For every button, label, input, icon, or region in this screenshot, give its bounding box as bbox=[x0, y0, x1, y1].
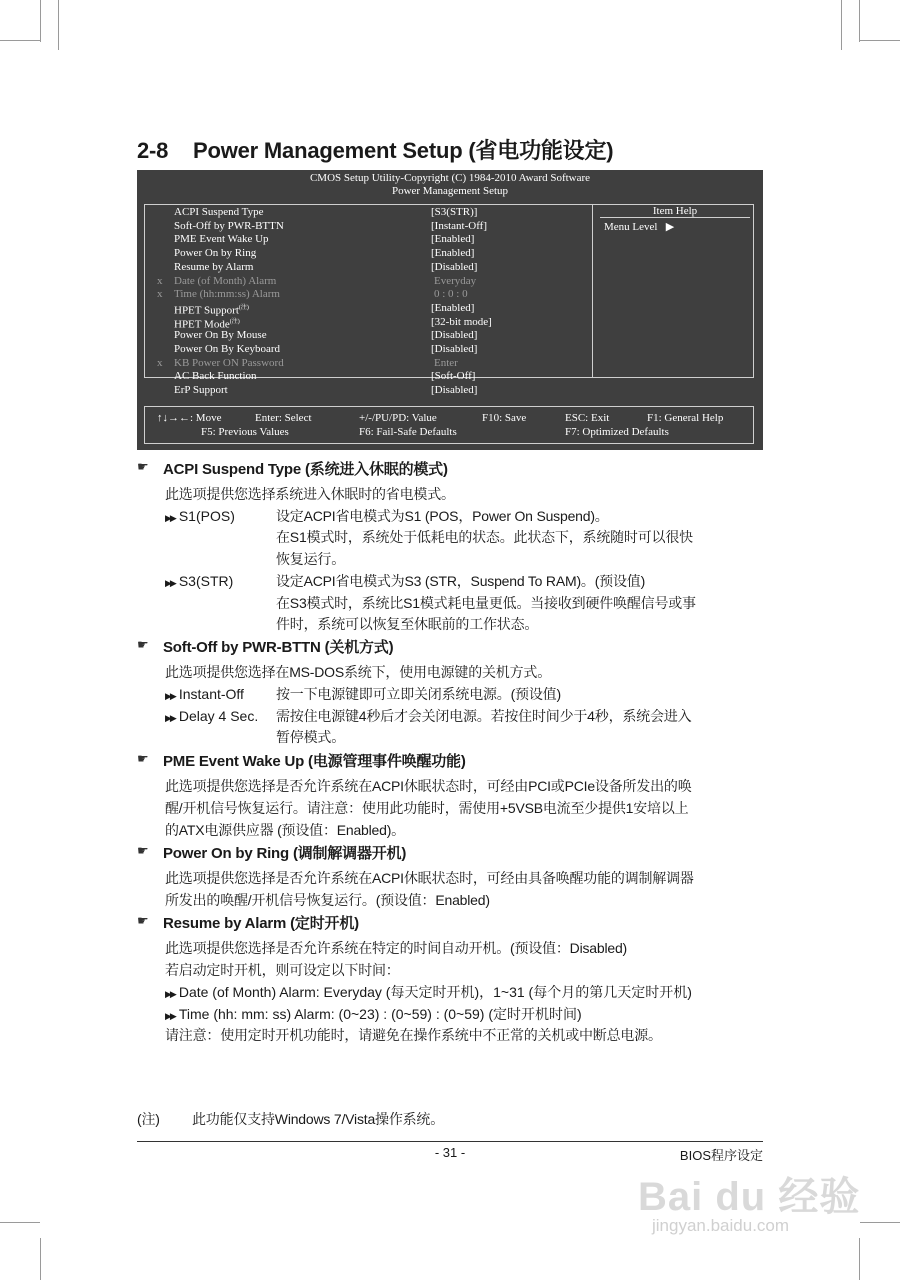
menu-level-label: Menu Level bbox=[604, 221, 658, 233]
watermark-url: jingyan.baidu.com bbox=[652, 1216, 790, 1235]
option-s3-label: S3(STR) bbox=[178, 573, 234, 589]
item-help-underline bbox=[600, 217, 750, 218]
crop-mark bbox=[40, 1238, 41, 1280]
bios-setting-value[interactable]: [Disabled] bbox=[431, 260, 478, 273]
bios-setting-label bbox=[174, 370, 257, 384]
option-instant-off bbox=[165, 684, 244, 707]
crop-mark bbox=[860, 40, 900, 41]
key-optimized: F7: Optimized Defaults bbox=[565, 426, 669, 438]
menu-level bbox=[604, 220, 674, 233]
bios-setting-value: 0 : 0 : 0 bbox=[434, 288, 468, 301]
bios-setting-value[interactable]: [S3(STR)] bbox=[431, 206, 478, 218]
bios-setting-label bbox=[174, 261, 253, 275]
s1-line2: 在S1模式时，系统处于低耗电的状态。此状态下，系统随时可以很快 bbox=[276, 529, 693, 545]
double-arrow-icon: ▶▶ bbox=[165, 578, 175, 588]
double-arrow-icon: ▶▶ bbox=[165, 691, 175, 701]
double-arrow-icon: ▶▶ bbox=[165, 513, 175, 523]
key-save: F10: Save bbox=[482, 412, 527, 424]
menu-level-arrow-icon: ▶ bbox=[665, 221, 675, 233]
bios-setting-value[interactable]: [Instant-Off] bbox=[431, 219, 487, 232]
option-delay-4-sec bbox=[165, 706, 258, 729]
footer-rule bbox=[137, 1141, 763, 1142]
bios-setting-row bbox=[137, 357, 592, 371]
alarm-time-bullet bbox=[165, 1004, 582, 1027]
watermark-logo: Bai du 经验 bbox=[638, 1175, 861, 1219]
alarm-line2: 若启动定时开机，则可设定以下时间： bbox=[165, 962, 400, 978]
option-instant-off-label: Instant-Off bbox=[178, 686, 244, 702]
bios-menu-title: Power Management Setup bbox=[391, 185, 509, 197]
bios-setting-row bbox=[137, 275, 592, 289]
bios-setting-value[interactable]: [32-bit mode] bbox=[431, 315, 492, 328]
section-heading: Power Management Setup (省电功能设定) bbox=[193, 138, 614, 163]
bios-copyright: CMOS Setup Utility-Copyright (C) 1984-2010 Award Software bbox=[309, 172, 591, 184]
double-arrow-icon: ▶▶ bbox=[165, 713, 175, 723]
bios-setting-label-text: Time (hh:mm:ss) Alarm bbox=[174, 288, 280, 301]
key-enter: Enter: Select bbox=[255, 412, 312, 424]
bios-setting-row[interactable] bbox=[137, 316, 592, 330]
bios-setting-value[interactable]: [Enabled] bbox=[431, 247, 475, 260]
option-s1 bbox=[165, 506, 235, 529]
bios-header bbox=[137, 170, 763, 198]
s3-line1: 设定ACPI省电模式为S3 (STR，Suspend To RAM)。(预设值) bbox=[276, 573, 646, 589]
bios-setting-row[interactable] bbox=[137, 206, 592, 220]
bios-setting-row[interactable] bbox=[137, 220, 592, 234]
s3-line3: 件时，系统可以恢复至休眠前的工作状态。 bbox=[276, 616, 539, 632]
bios-setting-value[interactable]: [Disabled] bbox=[431, 384, 478, 397]
option-delay-4-sec-label: Delay 4 Sec. bbox=[178, 708, 259, 724]
bios-setting-label bbox=[174, 357, 284, 371]
bios-setting-row[interactable] bbox=[137, 329, 592, 343]
bios-setting-value: Enter bbox=[434, 356, 458, 369]
bios-setting-value[interactable]: [Enabled] bbox=[431, 233, 475, 246]
bios-setting-row[interactable] bbox=[137, 261, 592, 275]
bios-setting-label-text: Date (of Month) Alarm bbox=[174, 274, 277, 287]
key-move: ↑↓→←: Move bbox=[157, 412, 222, 424]
note-label: (注) bbox=[137, 1111, 160, 1127]
crop-mark bbox=[841, 0, 842, 50]
bios-setting-label bbox=[174, 247, 256, 261]
bios-setting-label-text: KB Power ON Password bbox=[174, 356, 284, 369]
bios-setting-row[interactable] bbox=[137, 370, 592, 384]
bios-setting-row[interactable] bbox=[137, 343, 592, 357]
pointing-hand-icon: ☛ bbox=[137, 637, 149, 652]
note-text: 此功能仅支持Windows 7/Vista操作系统。 bbox=[192, 1111, 445, 1127]
bios-setting-value[interactable]: [Disabled] bbox=[431, 343, 478, 355]
bios-setting-label-text: HPET Support bbox=[174, 304, 239, 317]
delay-line1: 需按住电源键4秒后才会关闭电源。若按住时间少于4秒，系统会进入 bbox=[276, 708, 692, 724]
ring-line2: 所发出的唤醒/开机信号恢复运行。(预设值：Enabled) bbox=[165, 892, 490, 908]
crop-mark bbox=[859, 0, 860, 42]
bios-setting-value: Everyday bbox=[434, 274, 477, 287]
heading-soft-off: Soft-Off by PWR-BTTN (关机方式) bbox=[163, 639, 394, 656]
pme-line2: 醒/开机信号恢复运行。请注意：使用此功能时，需使用+5VSB电流至少提供1安培以上 bbox=[165, 800, 689, 816]
bios-setting-label-text: HPET Mode bbox=[174, 318, 230, 331]
heading-power-on-ring: Power On by Ring (调制解调器开机) bbox=[163, 845, 407, 862]
alarm-date-bullet bbox=[165, 982, 692, 1005]
double-arrow-icon: ▶▶ bbox=[165, 989, 175, 999]
double-arrow-icon: ▶▶ bbox=[165, 1011, 175, 1021]
bios-setting-row[interactable] bbox=[137, 384, 592, 398]
bios-setting-label bbox=[174, 329, 267, 343]
bios-setting-label-text: Power On By Keyboard bbox=[174, 343, 281, 355]
s3-line2: 在S3模式时，系统比S1模式耗电量更低。当接收到硬件唤醒信号或事 bbox=[276, 595, 696, 611]
bios-setting-label-text: Power On by Ring bbox=[174, 247, 257, 260]
option-s1-label: S1(POS) bbox=[178, 508, 235, 524]
section-title bbox=[137, 134, 613, 165]
alarm-time-text: Time (hh: mm: ss) Alarm: (0~23) : (0~59) : (0~59) (定时开机时间) bbox=[178, 1006, 582, 1022]
crop-mark bbox=[40, 0, 41, 42]
bios-setting-row[interactable] bbox=[137, 247, 592, 261]
instant-off-line1: 按一下电源键即可立即关闭系统电源。(预设值) bbox=[276, 686, 561, 702]
disabled-marker: x bbox=[157, 274, 163, 287]
bios-setting-label-text: Resume by Alarm bbox=[174, 260, 254, 273]
bios-setting-row[interactable] bbox=[137, 302, 592, 316]
pointing-hand-icon: ☛ bbox=[137, 459, 149, 474]
footnote-marker: (注) bbox=[238, 304, 249, 311]
pme-line3: 的ATX电源供应器 (预设值：Enabled)。 bbox=[165, 822, 405, 838]
key-help: F1: General Help bbox=[647, 412, 724, 424]
crop-mark bbox=[860, 1222, 900, 1223]
key-previous: F5: Previous Values bbox=[201, 426, 289, 438]
acpi-description: 此选项提供您选择系统进入休眠时的省电模式。 bbox=[165, 486, 455, 502]
bios-setting-label bbox=[174, 206, 263, 220]
alarm-date-text: Date (of Month) Alarm: Everyday (每天定时开机)，1~31 (每个月的第几天定时开机) bbox=[178, 984, 692, 1000]
bios-setting-value[interactable]: [Soft-Off] bbox=[431, 370, 476, 383]
bios-setting-row bbox=[137, 288, 592, 302]
ring-line1: 此选项提供您选择是否允许系统在ACPI休眠状态时，可经由具备唤醒功能的调制解调器 bbox=[165, 870, 694, 886]
disabled-marker: x bbox=[157, 288, 163, 301]
pointing-hand-icon: ☛ bbox=[137, 913, 149, 928]
crop-mark bbox=[859, 1238, 860, 1280]
s1-line1: 设定ACPI省电模式为S1 (POS，Power On Suspend)。 bbox=[276, 508, 609, 524]
bios-footer-frame bbox=[144, 406, 754, 444]
bios-setting-label-text: PME Event Wake Up bbox=[174, 233, 269, 246]
softoff-description: 此选项提供您选择在MS-DOS系统下，使用电源键的关机方式。 bbox=[165, 664, 551, 680]
section-number: 2-8 bbox=[137, 138, 169, 163]
heading-resume-by-alarm: Resume by Alarm (定时开机) bbox=[163, 915, 359, 932]
pointing-hand-icon: ☛ bbox=[137, 843, 149, 858]
bios-setting-label-text: ErP Support bbox=[174, 384, 228, 397]
key-value: +/-/PU/PD: Value bbox=[359, 412, 437, 424]
heading-acpi-suspend-type: ACPI Suspend Type (系统进入休眠的模式) bbox=[163, 461, 448, 478]
disabled-marker: x bbox=[157, 356, 163, 369]
bios-divider bbox=[592, 204, 593, 378]
crop-mark bbox=[58, 0, 59, 50]
pointing-hand-icon: ☛ bbox=[137, 751, 149, 766]
bios-setting-label bbox=[174, 288, 280, 302]
crop-mark bbox=[0, 40, 40, 41]
bios-screen bbox=[137, 170, 763, 450]
bios-setting-label-text: Power On By Mouse bbox=[174, 329, 267, 342]
bios-setting-label bbox=[174, 275, 276, 289]
alarm-line3: 请注意：使用定时开机功能时，请避免在操作系统中不正常的关机或中断总电源。 bbox=[165, 1027, 662, 1043]
bios-setting-label bbox=[174, 220, 284, 234]
key-failsafe: F6: Fail-Safe Defaults bbox=[359, 426, 457, 438]
bios-setting-row[interactable] bbox=[137, 233, 592, 247]
option-s3 bbox=[165, 571, 233, 594]
alarm-line1: 此选项提供您选择是否允许系统在特定的时间自动开机。(预设值：Disabled) bbox=[165, 940, 627, 956]
crop-mark bbox=[0, 1222, 40, 1223]
bios-setting-label-text: Soft-Off by PWR-BTTN bbox=[174, 219, 284, 232]
pme-line1: 此选项提供您选择是否允许系统在ACPI休眠状态时，可经由PCI或PCIe设备所发出的唤 bbox=[165, 778, 692, 794]
key-exit: ESC: Exit bbox=[565, 412, 610, 424]
bios-setting-label bbox=[174, 384, 228, 398]
page-number: - 31 - bbox=[434, 1145, 466, 1160]
s1-line3: 恢复运行。 bbox=[276, 551, 345, 567]
bios-setting-label bbox=[174, 343, 280, 357]
delay-line2: 暂停模式。 bbox=[276, 729, 345, 745]
bios-setting-label-text: AC Back Function bbox=[174, 370, 257, 383]
bios-setting-value[interactable]: [Enabled] bbox=[431, 301, 475, 314]
footnote-marker: (注) bbox=[229, 318, 240, 325]
bios-setting-label bbox=[174, 233, 269, 247]
heading-pme-event: PME Event Wake Up (电源管理事件唤醒功能) bbox=[163, 753, 466, 770]
item-help-title: Item Help bbox=[652, 205, 698, 217]
chapter-title: BIOS程序设定 bbox=[679, 1148, 763, 1163]
bios-setting-label-text: ACPI Suspend Type bbox=[174, 206, 264, 218]
bios-setting-value[interactable]: [Disabled] bbox=[431, 329, 478, 342]
